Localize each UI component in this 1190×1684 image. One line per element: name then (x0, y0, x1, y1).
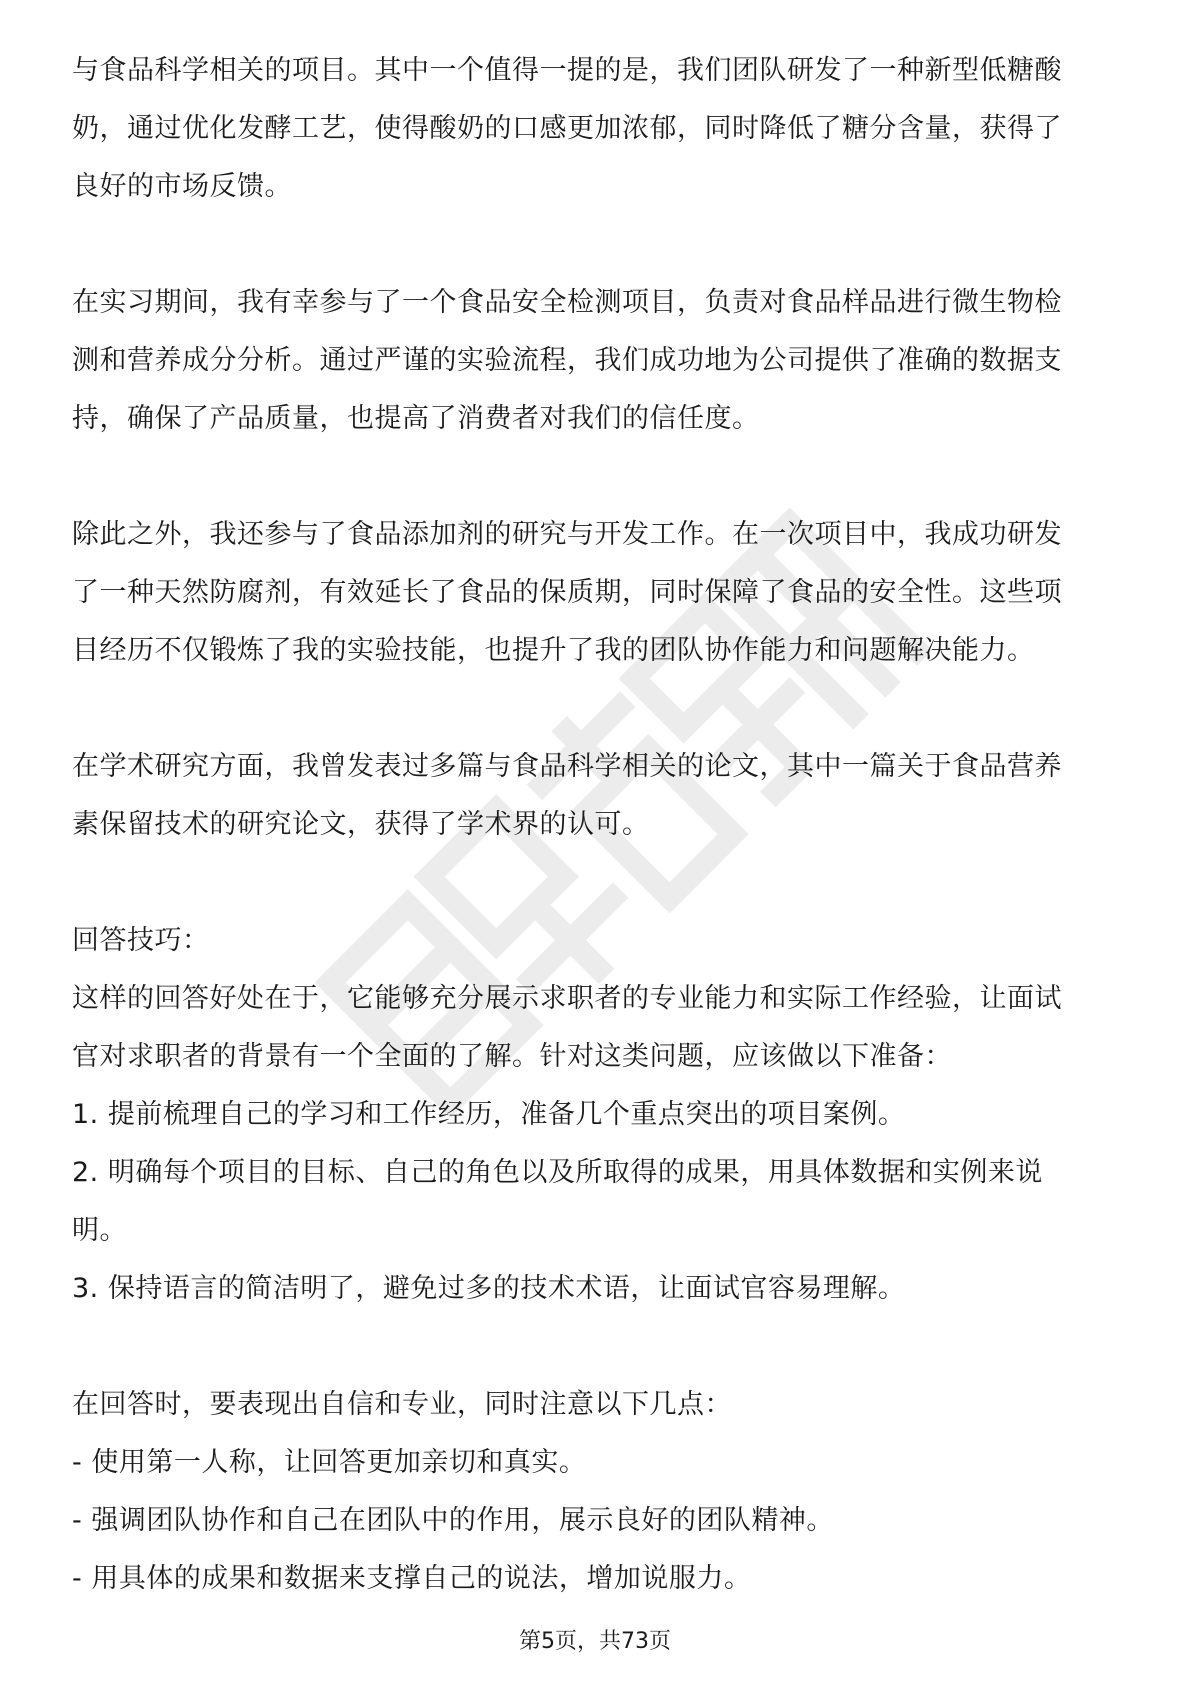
text-line: 明。 (72, 1215, 127, 1246)
text-line: 在学术研究方面，我曾发表过多篇与食品科学相关的论文，其中一篇关于食品营养 (72, 751, 1062, 782)
text-line: 目经历不仅锻炼了我的实验技能，也提升了我的团队协作能力和问题解决能力。 (72, 635, 1035, 666)
paragraph-spacer (72, 216, 1122, 274)
text-line: 这样的回答好处在于，它能够充分展示求职者的专业能力和实际工作经验，让面试 (72, 983, 1062, 1014)
text-line: 了一种天然防腐剂，有效延长了食品的保质期，同时保障了食品的安全性。这些项 (72, 577, 1062, 608)
paragraph (72, 42, 1122, 216)
text-line: - 用具体的成果和数据来支撑自己的说法，增加说服力。 (72, 1563, 752, 1594)
text-line: 奶，通过优化发酵工艺，使得酸奶的口感更加浓郁，同时降低了糖分含量，获得了 (72, 113, 1062, 144)
text-line: 素保留技术的研究论文，获得了学术界的认可。 (72, 809, 650, 840)
text-line: 持，确保了产品质量，也提高了消费者对我们的信任度。 (72, 403, 760, 434)
paragraph-spacer (72, 680, 1122, 738)
text-line: 回答技巧： (72, 925, 210, 956)
page-number: 第5页，共73页 (519, 1629, 671, 1654)
text-line: 1. 提前梳理自己的学习和工作经历，准备几个重点突出的项目案例。 (72, 1099, 906, 1130)
text-line: 3. 保持语言的简洁明了，避免过多的技术术语，让面试官容易理解。 (72, 1273, 906, 1304)
paragraph (72, 738, 1122, 854)
paragraph-spacer (72, 854, 1122, 912)
paragraph-spacer (72, 1318, 1122, 1376)
text-line: 在回答时，要表现出自信和专业，同时注意以下几点： (72, 1389, 732, 1420)
text-line: 与食品科学相关的项目。其中一个值得一提的是，我们团队研发了一种新型低糖酸 (72, 55, 1062, 86)
paragraph (72, 1376, 1122, 1608)
text-line: 在实习期间，我有幸参与了一个食品安全检测项目，负责对食品样品进行微生物检 (72, 287, 1062, 318)
text-line: 良好的市场反馈。 (72, 171, 292, 202)
text-line: 2. 明确每个项目的目标、自己的角色以及所取得的成果，用具体数据和实例来说 (72, 1157, 1043, 1188)
text-line: 除此之外，我还参与了食品添加剂的研究与开发工作。在一次项目中，我成功研发 (72, 519, 1062, 550)
text-line: - 使用第一人称，让回答更加亲切和真实。 (72, 1447, 587, 1478)
paragraph (72, 274, 1122, 448)
document-body (72, 42, 1122, 1608)
text-line: - 强调团队协作和自己在团队中的作用，展示良好的团队精神。 (72, 1505, 834, 1536)
paragraph (72, 506, 1122, 680)
paragraph-spacer (72, 448, 1122, 506)
paragraph (72, 912, 1122, 1318)
text-line: 测和营养成分分析。通过严谨的实验流程，我们成功地为公司提供了准确的数据支 (72, 345, 1062, 376)
text-line: 官对求职者的背景有一个全面的了解。针对这类问题，应该做以下准备： (72, 1041, 952, 1072)
